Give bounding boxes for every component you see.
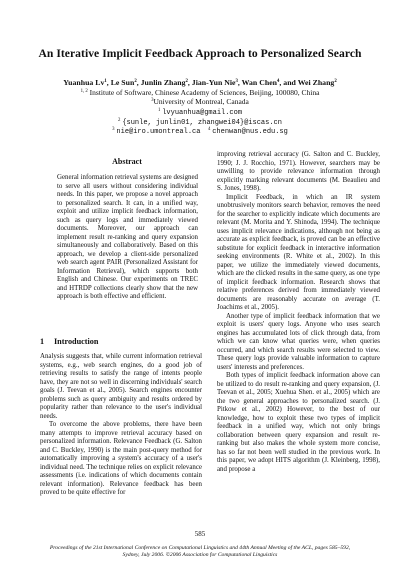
affiliation-text: University of Montreal, Canada [153, 97, 249, 106]
author-affil-mark: 1 [104, 79, 107, 84]
body-paragraph: Both types of implicit feedback information above can be utilized to do result re-ranking and query expansion, (J. Teevan et al., 2005; Xuehua Shen. et al., 2005) which are the two general approaches to personalized search. (J. Pitkow et al., 2002) However, to the best of our knowledge, how to exploit these two types of implicit feedback in a unified way, which not only brings collaboration between query expansion and result re-ranking but also makes the whole system more concise, has so far not been well studied in the previous work. In this paper, we adopt HITS algorithm (J. Kleinberg, 1998), and propose a [217, 372, 380, 473]
abstract-paragraph: General information retrieval systems are designed to serve all users without considering individual needs. In this paper, we propose a novel approach to personalized search. It can, in a unified way, exploit and utilize implicit feedback information, such as query logs and immediately viewed documents. Moreover, our approach can implement result re-ranking and query expansion simultaneously and collaboratively. Based on this approach, we develop a client-side personalized web search agent PAIR (Personalized Assistant for Information Retrieval), which supports both English and Chinese. Our experiments on TREC and HTRDP collections clearly show that the new approach is both effective and efficient. [57, 174, 198, 300]
affiliation-text: Institute of Software, Chinese Academy of Sciences, Beijing, 100080, China [89, 88, 320, 97]
page-number: 585 [194, 530, 206, 538]
email-address[interactable]: chenwan@nus.edu.sg [212, 128, 288, 136]
author-separator: , [106, 78, 111, 87]
proceedings-footer [28, 545, 372, 559]
author-separator: , and [279, 78, 298, 87]
affiliation-line [20, 88, 380, 97]
author-name: Le Sun [110, 78, 135, 87]
right-column [217, 151, 380, 474]
introduction-column [40, 353, 202, 498]
footer-line: Proceedings of the 21st International Conference on Computational Linguistics and 44th Annual Meeting of the ACL, pages 585–592, [49, 545, 351, 551]
author-name: Yuanhua Lv [63, 78, 105, 87]
email-line [20, 126, 380, 137]
affiliation-line [20, 97, 380, 106]
email-address[interactable]: lvyuanhua@gmail.com [162, 109, 243, 117]
affil-mark: 1 [157, 108, 161, 113]
affil-mark: 3 [112, 127, 115, 132]
author-list [20, 78, 380, 87]
body-paragraph: Another type of implicit feedback information that we exploit is users' query logs. Anyone who uses search engines has accumulated lots of click through data, from which we can know what queries were, when queries occurred, and which search results were selected to view. These query logs provide valuable information to capture users' interests and preferences. [217, 312, 380, 371]
paper-title: An Iterative Implicit Feedback Approach to Personalized Search [38, 47, 362, 60]
author-affil-mark: 2 [334, 79, 337, 84]
footer-line: Sydney, July 2006. ©2006 Association for Computational Linguistics [122, 552, 278, 558]
author-affil-mark: 2 [134, 79, 137, 84]
affil-mark: 4 [207, 127, 211, 132]
author-name: Wei Zhang [297, 78, 335, 87]
author-name: Wan Chen [241, 78, 277, 87]
body-paragraph: Analysis suggests that, while current information retrieval systems, e.g., web search engines, do a good job of retrieving results to satisfy the range of intents people have, they are not so well in discerning individuals' search goals (J. Teevan et al., 2005). Search engines encounter problems such as query ambiguity and results ordered by popularity rather than relevance to the user's individual needs. [40, 353, 202, 420]
email-address[interactable]: nie@iro.umontreal.ca [116, 128, 201, 136]
author-separator: , [187, 78, 192, 87]
affil-mark: 1, 2 [80, 89, 88, 94]
author-affil-mark: 2 [185, 79, 188, 84]
body-paragraph: improving retrieval accuracy (G. Salton and C. Buckley, 1990; J. J. Rocchio, 1971). However, searchers may be unwilling to provide relevance information through explicitly marking relevant documents (M. Beaulieu and S. Jones, 1998). [217, 151, 380, 192]
author-name: Junlin Zhang [140, 78, 186, 87]
email-address[interactable]: {sunle, junlin01, zhangwei04}@iscas.cn [122, 119, 282, 127]
abstract-text [57, 174, 198, 302]
author-separator: , [237, 78, 242, 87]
author-name: Jian-Yun Nie [191, 78, 236, 87]
author-separator: , [136, 78, 141, 87]
author-affil-mark: 3 [235, 79, 238, 84]
author-affil-mark: 4 [277, 79, 280, 84]
section-number: 1 [40, 337, 45, 346]
abstract-heading: Abstract [112, 157, 142, 166]
affil-mark: 2 [118, 118, 121, 123]
body-paragraph: Implicit Feedback, in which an IR system unobtrusively monitors search behavior, removes the need for the searcher to explicitly indicate which documents are relevant (M. Morita and Y. Shinoda, 1994). The technique uses implicit relevance indications, although not being as accurate as explicit feedback, is proved can be an effective substitute for explicit feedback in interactive information seeking environments (R. White et al., 2002). In this paper, we utilize the immediately viewed documents, which are the clicked results in the same query, as one type of implicit feedback information. Research shows that relative preferences derived from immediately viewed documents are reasonably accurate on average (T. Joachims et al., 2005). [217, 193, 380, 311]
affil-mark: 3 [151, 98, 154, 103]
body-paragraph: To overcome the above problems, there have been many attempts to improve retrieval accuracy based on personalized information. Relevance Feedback (G. Salton and C. Buckley, 1990) is the main post-query method for automatically improving a system's accuracy of a user's individual need. The technique relies on explicit relevance assessments (i.e. indications of which documents contain relevant information). Relevance feedback has been proved to be quite effective for [40, 421, 202, 496]
section-title: Introduction [54, 337, 99, 346]
section-heading [40, 337, 98, 346]
